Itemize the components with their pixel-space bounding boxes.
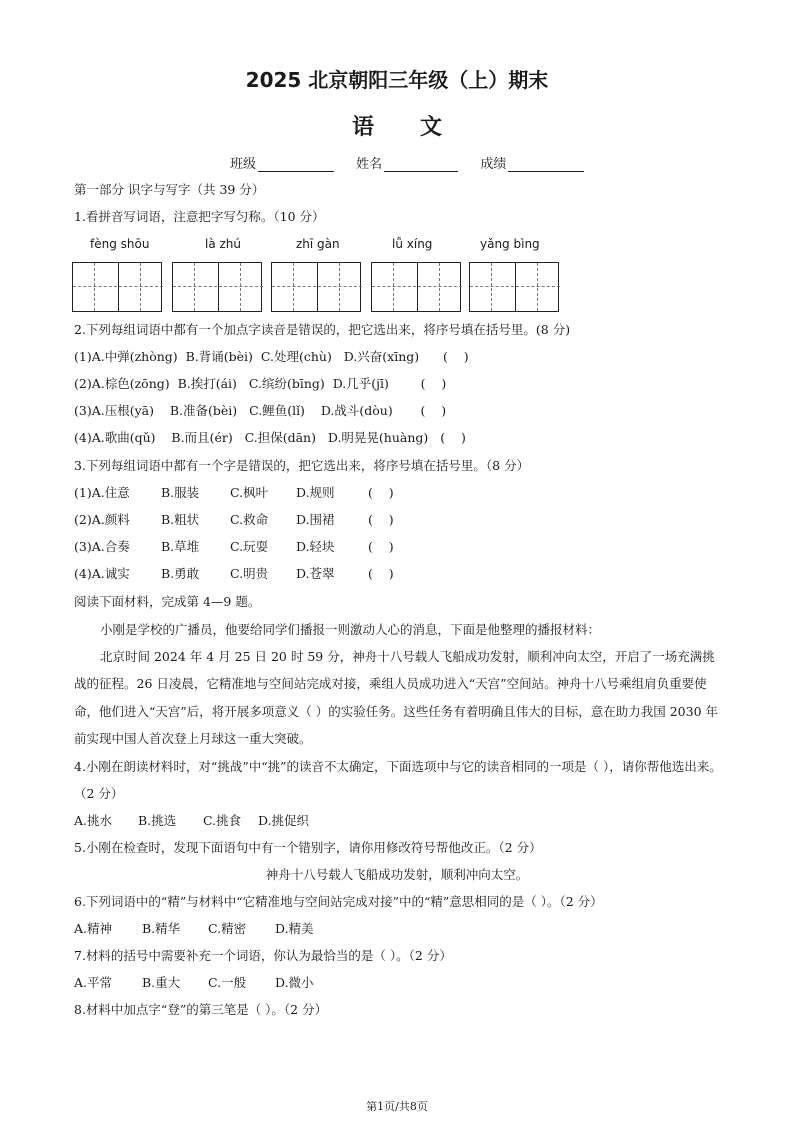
- q3-option: B.草堆: [161, 539, 200, 554]
- answer-bracket[interactable]: ( ): [368, 566, 394, 581]
- q6-stem: 6.下列词语中的“精”与材料中“它精准地与空间站完成对接”中的“精”意思相同的是（ ）。（2 分）: [74, 894, 603, 909]
- q2-row-3: (3)A.压根(yā) B.准备(bèi) C.鲤鱼(lǐ) D.战斗(dòu) ( ): [74, 403, 447, 418]
- q4-option-b: B.挑选: [138, 813, 177, 828]
- part1-heading: 第一部分 识字与写字（共 39 分）: [74, 182, 265, 197]
- q4-option-c: C.挑食: [203, 813, 242, 828]
- q3-option: B.勇敢: [161, 566, 200, 581]
- class-label: 班级: [230, 157, 257, 172]
- answer-bracket[interactable]: ( ): [368, 539, 394, 554]
- q3-option: (4)A.诚实: [74, 566, 130, 581]
- name-blank[interactable]: [384, 157, 458, 172]
- score-blank[interactable]: [508, 157, 584, 172]
- q1-pinyin-1: fèng shōu: [90, 237, 150, 251]
- writing-grid-4[interactable]: [371, 262, 461, 312]
- q3-option: C.枫叶: [230, 485, 269, 500]
- reading-paragraph-1: 小刚是学校的广播员，他要给同学们播报一则激动人心的消息，下面是他整理的播报材料：: [100, 622, 601, 637]
- q1-pinyin-4: lǚ xíng: [392, 237, 433, 251]
- q1-pinyin-2: là zhú: [205, 237, 242, 251]
- q5-stem: 5.小刚在检查时，发现下面语句中有一个错别字，请你用修改符号帮他改正。（2 分）: [74, 840, 542, 855]
- q2-row-1: (1)A.中弹(zhòng) B.背诵(bèi) C.处理(chù) D.兴奋(xīng) ( ): [74, 349, 469, 364]
- student-info: [230, 153, 602, 172]
- q1-stem: 1.看拼音写词语，注意把字写匀称。（10 分）: [74, 209, 325, 224]
- subject-title: 语文: [351, 115, 488, 140]
- q6-option-b: B.精华: [142, 921, 181, 936]
- q5-sentence: 神舟十八号载人飞船成功发射，顺利冲向太空。: [265, 867, 529, 882]
- writing-grid-3[interactable]: [271, 262, 361, 312]
- reading-paragraph-2: 北京时间 2024 年 4 月 25 日 20 时 59 分，神舟十八号载人飞船成功发射，顺利冲向太空，开启了一场充满挑战的征程。26 日凌晨，它精准地与空间站完成对接，乘组人员成功进入“天宫”空间站。神舟十八号乘组肩负重要使命，他们进入“天宫”后，将开展多项意义（ ）的实验任务。这些任务有着明确且伟大的目标，意在助力我国 2030 年前实现中国人首次登上月球这一重大突破。: [74, 649, 719, 746]
- q3-option: D.规则: [296, 485, 335, 500]
- q1-pinyin-5: yǎng bìng: [480, 237, 540, 251]
- q3-option: (2)A.颜料: [74, 512, 130, 527]
- q7-option-d: D.微小: [275, 975, 314, 990]
- q2-row-2: (2)A.棕色(zōng) B.挨打(ái) C.缤纷(bīng) D.几乎(jī) ( ): [74, 376, 447, 391]
- name-label: 姓名: [356, 157, 383, 172]
- q3-option: (3)A.合奏: [74, 539, 130, 554]
- q4-option-d: D.挑促织: [258, 813, 310, 828]
- q7-option-c: C.一般: [208, 975, 247, 990]
- page-number: 第1页/共8页: [366, 1100, 428, 1113]
- q1-pinyin-3: zhī gàn: [296, 237, 340, 251]
- answer-bracket[interactable]: ( ): [368, 485, 394, 500]
- q4-option-a: A.挑水: [74, 813, 113, 828]
- q7-option-a: A.平常: [74, 975, 113, 990]
- q3-option: B.服装: [161, 485, 200, 500]
- q3-stem: 3.下列每组词语中都有一个字是错误的，把它选出来，将序号填在括号里。（8 分）: [74, 458, 530, 473]
- q6-option-c: C.精密: [208, 921, 247, 936]
- exam-title: 2025 北京朝阳三年级（上）期末: [245, 68, 549, 92]
- q4-stem: 4.小刚在朗读材料时，对“挑战”中“挑”的读音不太确定，下面选项中与它的读音相同的一项是（ ），请你帮他选出来。（2 分）: [74, 759, 722, 802]
- q3-option: D.苍翠: [296, 566, 335, 581]
- reading-intro: 阅读下面材料，完成第 4—9 题。: [74, 594, 261, 609]
- q3-option: C.玩耍: [230, 539, 269, 554]
- writing-grid-5[interactable]: [469, 262, 559, 312]
- q6-option-a: A.精神: [74, 921, 113, 936]
- class-blank[interactable]: [258, 157, 334, 172]
- q3-option: C.明贵: [230, 566, 269, 581]
- writing-grid-2[interactable]: [172, 262, 262, 312]
- score-label: 成绩: [480, 157, 507, 172]
- answer-bracket[interactable]: ( ): [368, 512, 394, 527]
- q3-option: C.救命: [230, 512, 269, 527]
- writing-grid-1[interactable]: [72, 262, 162, 312]
- q3-option: B.粗状: [161, 512, 200, 527]
- q7-stem: 7.材料的括号中需要补充一个词语，你认为最恰当的是（ ）。（2 分）: [74, 948, 452, 963]
- q3-option: D.轻块: [296, 539, 335, 554]
- q2-stem: 2.下列每组词语中都有一个加点字读音是错误的，把它选出来，将序号填在括号里。(8 分): [74, 322, 571, 337]
- q7-option-b: B.重大: [142, 975, 181, 990]
- q2-row-4: (4)A.歌曲(qǔ) B.而且(ér) C.担保(dān) D.明晃晃(huàng) ( ): [74, 430, 466, 445]
- q3-option: (1)A.住意: [74, 485, 130, 500]
- q8-stem: 8.材料中加点字“登”的第三笔是（ ）。（2 分）: [74, 1002, 328, 1017]
- q3-option: D.围裙: [296, 512, 335, 527]
- q6-option-d: D.精美: [275, 921, 314, 936]
